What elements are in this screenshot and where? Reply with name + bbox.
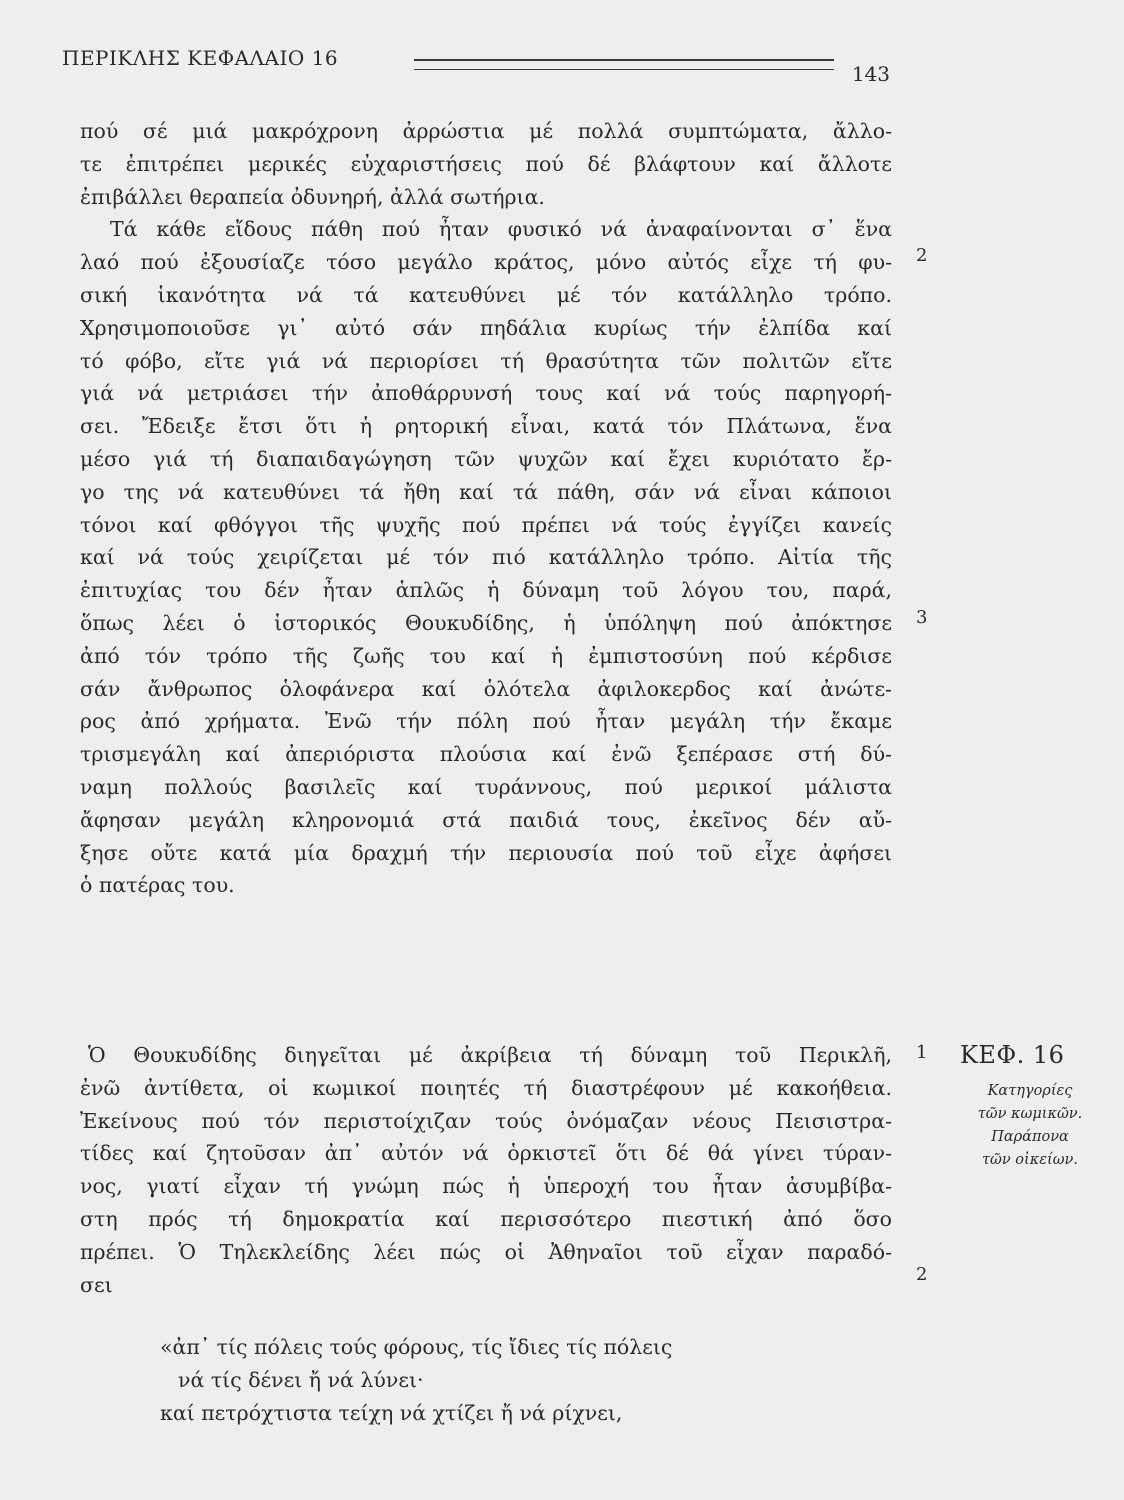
text-line: πού σέ μιά μακρόχρονη ἀρρώστια μέ πολλά συμπτώματα, ἄλλο- xyxy=(80,119,892,143)
verse-quotation xyxy=(160,1331,672,1429)
text-line: ἄφησαν μεγάλη κληρονομιά στά παιδιά τους, ἐκεῖνος δέν αὔ- xyxy=(80,807,892,832)
text-line: ὅπως λέει ὁ ἱστορικός Θουκυδίδης, ἡ ὑπόληψη πού ἀπόκτησε xyxy=(80,610,892,635)
text-line: ἐπιτυχίας του δέν ἦταν ἁπλῶς ἡ δύναμη τοῦ λόγου του, παρά, xyxy=(80,578,892,603)
paragraph-number: 3 xyxy=(916,607,928,628)
text-line: τό φόβο, εἴτε γιά νά περιορίσει τή θρασύτητα τῶν πολιτῶν εἴτε xyxy=(80,348,892,373)
text-line: καί νά τούς χειρίζεται μέ τόν πιό κατάλληλο τρόπο. Αἰτία τῆς xyxy=(80,545,892,570)
paragraph-number: 2 xyxy=(916,1264,928,1285)
text-line: Ἐκείνους πού τόν περιστοίχιζαν τούς ὀνόμαζαν νέους Πεισιστρα- xyxy=(80,1108,892,1133)
chapter-label: ΚΕΦ. 16 xyxy=(960,1041,1065,1069)
body-text-section-15 xyxy=(80,115,892,902)
text-line: Τά κάθε εἴδους πάθη πού ἦταν φυσικό νά ἀναφαίνονται σ᾽ ἕνα xyxy=(110,217,892,242)
text-line: Χρησιμοποιοῦσε γι᾽ αὐτό σάν πηδάλια κυρίως τήν ἐλπίδα καί xyxy=(80,315,892,340)
text-line: στη πρός τή δημοκρατία καί περισσότερο πιεστική ἀπό ὅσο xyxy=(80,1206,892,1231)
text-line: τίδες καί ζητοῦσαν ἀπ᾽ αὐτόν νά ὁρκιστεῖ ὅτι δέ θά γίνει τύραν- xyxy=(80,1141,892,1166)
text-line: σει. Ἔδειξε ἔτσι ὅτι ἡ ρητορική εἶναι, κατά τόν Πλάτωνα, ἕνα xyxy=(80,414,892,439)
text-line: γο της νά κατευθύνει τά ἤθη καί τά πάθη, σάν νά εἶναι κάποιοι xyxy=(80,479,892,504)
verse-line: καί πετρόχτιστα τείχη νά χτίζει ἤ νά ρίχνει, xyxy=(160,1400,623,1425)
header-rule xyxy=(414,59,834,70)
running-head: ΠΕΡΙΚΛΗΣ ΚΕΦΑΛΑΙΟ 16 xyxy=(62,46,339,70)
chapter-desc-line: Κατηγορίες xyxy=(987,1083,1073,1099)
verse-line: νά τίς δένει ἤ νά λύνει· xyxy=(178,1367,424,1392)
text-line: ξησε οὔτε κατά μία δραχμή τήν περιουσία πού τοῦ εἶχε ἀφήσει xyxy=(80,840,892,865)
text-line: ἐνῶ ἀντίθετα, οἱ κωμικοί ποιητές τή διαστρέφουν μέ κακοήθεια. xyxy=(80,1075,892,1100)
paragraph-number: 2 xyxy=(916,245,928,266)
text-line: λαό πού ἐξουσίαζε τόσο μεγάλο κράτος, μόνο αὐτός εἶχε τή φυ- xyxy=(80,250,892,275)
text-line: Ὁ Θουκυδίδης διηγεῖται μέ ἀκρίβεια τή δύναμη τοῦ Περικλῆ, xyxy=(88,1043,892,1067)
text-line: ρος ἀπό χρήματα. Ἐνῶ τήν πόλη πού ἦταν μεγάλη τήν ἔκαμε xyxy=(80,709,892,734)
text-line: ἀπό τόν τρόπο τῆς ζωῆς του καί ἡ ἐμπιστοσύνη πού κέρδισε xyxy=(80,643,892,668)
chapter-desc-line: τῶν οἰκείων. xyxy=(982,1152,1078,1168)
text-line: τε ἐπιτρέπει μερικές εὐχαριστήσεις πού δέ βλάφτουν καί ἄλλοτε xyxy=(80,151,892,176)
chapter-desc-line: Παράπονα xyxy=(991,1129,1069,1145)
chapter-desc-line: τῶν κωμικῶν. xyxy=(977,1106,1083,1122)
paragraph-number: 1 xyxy=(916,1042,928,1063)
page-header xyxy=(62,44,902,84)
body-text-section-16 xyxy=(80,1039,892,1301)
text-line: ἐπιβάλλει θεραπεία ὀδυνηρή, ἀλλά σωτήρια. xyxy=(80,184,545,209)
text-line: τρισμεγάλη καί ἀπεριόριστα πλούσια καί ἐνῶ ξεπέρασε στή δύ- xyxy=(80,742,892,767)
text-line: γιά νά μετριάσει τήν ἀποθάρρυνσή τους καί νά τούς παρηγορή- xyxy=(80,381,892,406)
verse-line: «ἀπ᾽ τίς πόλεις τούς φόρους, τίς ἴδιες τίς πόλεις xyxy=(160,1335,673,1359)
chapter-description xyxy=(955,1080,1105,1172)
text-line: μέσο γιά τή διαπαιδαγώγηση τῶν ψυχῶν καί ἔχει κυριότατο ἔρ- xyxy=(80,446,892,471)
text-line: σει xyxy=(80,1272,113,1297)
page-number: 143 xyxy=(851,62,890,86)
text-line: τόνοι καί φθόγγοι τῆς ψυχῆς πού πρέπει νά τούς ἐγγίζει κανείς xyxy=(80,512,892,537)
text-line: νος, γιατί εἶχαν τή γνώμη πώς ἡ ὑπεροχή του ἦταν ἀσυμβίβα- xyxy=(80,1174,892,1199)
text-line: πρέπει. Ὁ Τηλεκλείδης λέει πώς οἱ Ἀθηναῖοι τοῦ εἶχαν παραδό- xyxy=(80,1239,892,1264)
text-line: σάν ἄνθρωπος ὁλοφάνερα καί ὁλότελα ἀφιλοκερδος καί ἀνώτε- xyxy=(80,676,892,701)
text-line: ναμη πολλούς βασιλεῖς καί τυράννους, πού μερικοί μάλιστα xyxy=(80,774,892,799)
text-line: ὁ πατέρας του. xyxy=(80,873,235,898)
text-line: σική ἱκανότητα νά τά κατευθύνει μέ τόν κατάλληλο τρόπο. xyxy=(80,282,892,307)
